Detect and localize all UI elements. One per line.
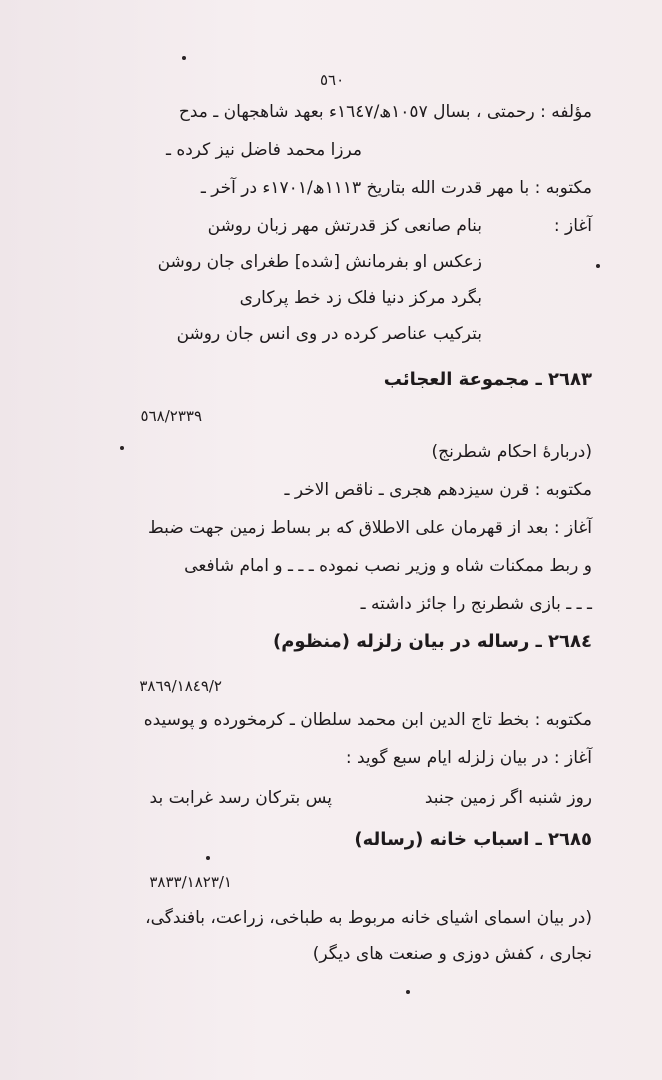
author-line-2: مرزا محمد فاضل نیز کرده ـ [165, 140, 362, 160]
paper-speck [596, 264, 600, 268]
beginning-line-2683-2: و ربط ممکنات شاه و وزیر نصب نموده ـ ـ ـ و امام شافعی [184, 556, 592, 576]
subject-2683: (دربارۀ احکام شطرنج) [431, 442, 592, 462]
beginning-label-prev: آغاز : [553, 216, 592, 236]
beginning-line-2683-1: آغاز : بعد از قهرمان علی الاطلاق که بر بساط زمین جهت ضبط [148, 518, 592, 538]
verse-line-2: زعکس او بفرمانش [شده] طغرای جان روشن [157, 252, 482, 272]
entry-heading-2685: ٢٦٨٥ ـ اسباب خانه (رساله) [354, 829, 592, 850]
entry-heading-2683: ٢٦٨٣ ـ مجموعة العجائب [383, 369, 592, 390]
page-number: ٥٦٠ [320, 71, 345, 89]
shelfmark-2685: ٣٨٣٣/١٨٢٣/١ [149, 873, 232, 891]
paper-speck [406, 990, 410, 994]
beginning-line-2684: آغاز : در بیان زلزله ایام سبع گوید : [345, 748, 592, 768]
author-line-1: مؤلفه : رحمتی ، بسال ١٠٥٧ھ/١٦٤٧ء بعهد شاهجهان ـ مدح [178, 102, 592, 122]
verse-line-3: بگرد مرکز دنیا فلک زد خط پرکاری [239, 288, 482, 308]
shelfmark-2683: ٥٦٨/٢٣٣٩ [140, 407, 202, 425]
verse-left-2684: پس بترکان رسد غرابت بد [149, 788, 332, 808]
shelfmark-2684: ٣٨٦٩/١٨٤٩/٢ [139, 677, 222, 695]
verse-line-4: بترکیب عناصر کرده در وی انس جان روشن [176, 324, 482, 344]
verse-line-1: بنام صانعی کز قدرتش مهر زبان روشن [207, 216, 482, 236]
scribe-line-2683: مکتوبه : قرن سیزدهم هجری ـ ناقص الاخر ـ [284, 480, 592, 500]
description-2685-2: نجاری ، کفش دوزی و صنعت های دیگر) [312, 944, 592, 964]
description-2685-1: (در بیان اسمای اشیای خانه مربوط به طباخی، زراعت، بافندگی، [145, 908, 592, 928]
paper-speck [206, 856, 210, 860]
beginning-line-2683-3: ـ ـ ـ بازی شطرنج را جائز داشته ـ [360, 594, 592, 614]
paper-speck [182, 56, 186, 60]
paper-speck [120, 446, 124, 450]
verse-right-2684: روز شنبه اگر زمین جنبد [424, 788, 592, 808]
scribe-line-2684: مکتوبه : بخط تاج الدین ابن محمد سلطان ـ کرمخورده و پوسیده [143, 710, 592, 730]
entry-heading-2684: ٢٦٨٤ ـ رساله در بیان زلزله (منظوم) [273, 631, 592, 652]
scribe-line-prev: مکتوبه : با مهر قدرت الله بتاریخ ١١١٣ھ/١٧٠١ء در آخر ـ [200, 178, 592, 198]
